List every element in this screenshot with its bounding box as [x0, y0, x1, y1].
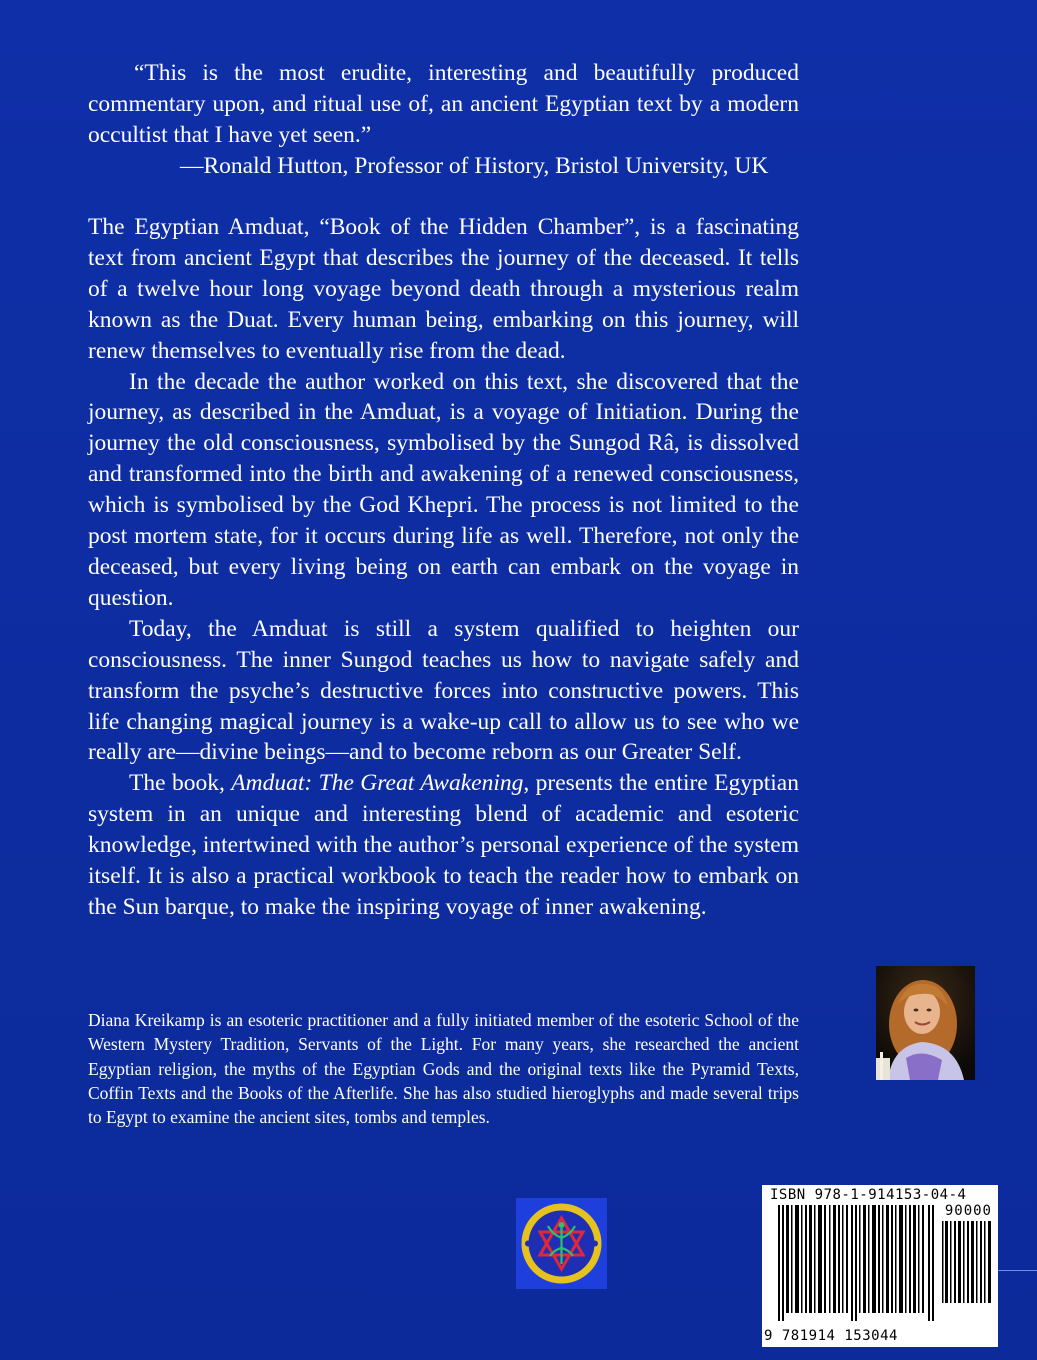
addon-bars [942, 1221, 992, 1303]
description-paragraph-4 [88, 768, 799, 923]
quote-text: “This is the most erudite, interesting and beautifully produced commentary upon, and ritual use of, an ancient Egyptian text by a modern occultist that I have yet seen.” [88, 60, 799, 148]
edge-line [998, 1270, 1037, 1271]
endorsement-quote [88, 58, 799, 182]
book-description [88, 212, 799, 923]
price-code: 90000 [944, 1203, 992, 1219]
quote-attribution: —Ronald Hutton, Professor of History, Bristol University, UK [180, 153, 769, 179]
isbn-label: ISBN 978-1-914153-04-4 [770, 1187, 967, 1203]
description-paragraph-1: The Egyptian Amduat, “Book of the Hidden Chamber”, is a fascinating text from ancient Egypt that describes the journey of the deceased. It tells of a twelve hour long voyage beyond death through a mysterious realm known as the Duat. Every human being, embarking on this journey, will renew themselves to eventually rise from the dead. [88, 214, 799, 364]
author-photo [876, 966, 975, 1080]
description-paragraph-2: In the decade the author worked on this text, she discovered that the journey, as described in the Amduat, is a voyage of Initiation. During the journey the old consciousness, symbolised by the Sungod Râ, is dissolved and transformed into the birth and awakening of a renewed consciousness, which is symbolised by the God Khepri. The process is not limited to the post mortem state, for it occurs during life as well. Therefore, not only the deceased, but every living being on earth can embark on the voyage in question. [88, 368, 799, 611]
ean-bars [778, 1205, 934, 1321]
p4-rest: , presents the entire Egyptian system in an unique and interesting blend of academic and esoteric knowledge, intertwined with the author’s personal experience of the system itself. It is also a practical workbook to teach the reader how to embark on the Sun barque, to make the inspiring voyage of inner awakening. [88, 770, 799, 920]
p4-lead: The book, [129, 770, 232, 797]
book-title: Amduat: The Great Awakening [231, 770, 524, 797]
author-bio-text: Diana Kreikamp is an esoteric practitioner and a fully initiated member of the esoteric School of the Western Mystery Tradition, Servants of the Light. For many years, she researched the ancient Egyptian religion, the myths of the Egyptian Gods and the original texts like the Pyramid Texts, Coffin Texts and the Books of the Afterlife. She has also studied hieroglyphs and made several trips to Egypt to examine the ancient sites, tombs and temples. [88, 1010, 799, 1128]
barcode-digits: 9 781914 153044 [764, 1328, 898, 1344]
publisher-logo [516, 1198, 607, 1289]
description-paragraph-3: Today, the Amduat is still a system qualified to heighten our consciousness. The inner Sungod teaches us how to navigate safely and transform the psyche’s destructive forces into constructive powers. This life changing magical journey is a wake-up call to allow us to see who we really are—divine beings—and to become reborn as our Greater Self. [88, 615, 799, 766]
author-bio [88, 1008, 799, 1129]
isbn-barcode [762, 1185, 998, 1347]
